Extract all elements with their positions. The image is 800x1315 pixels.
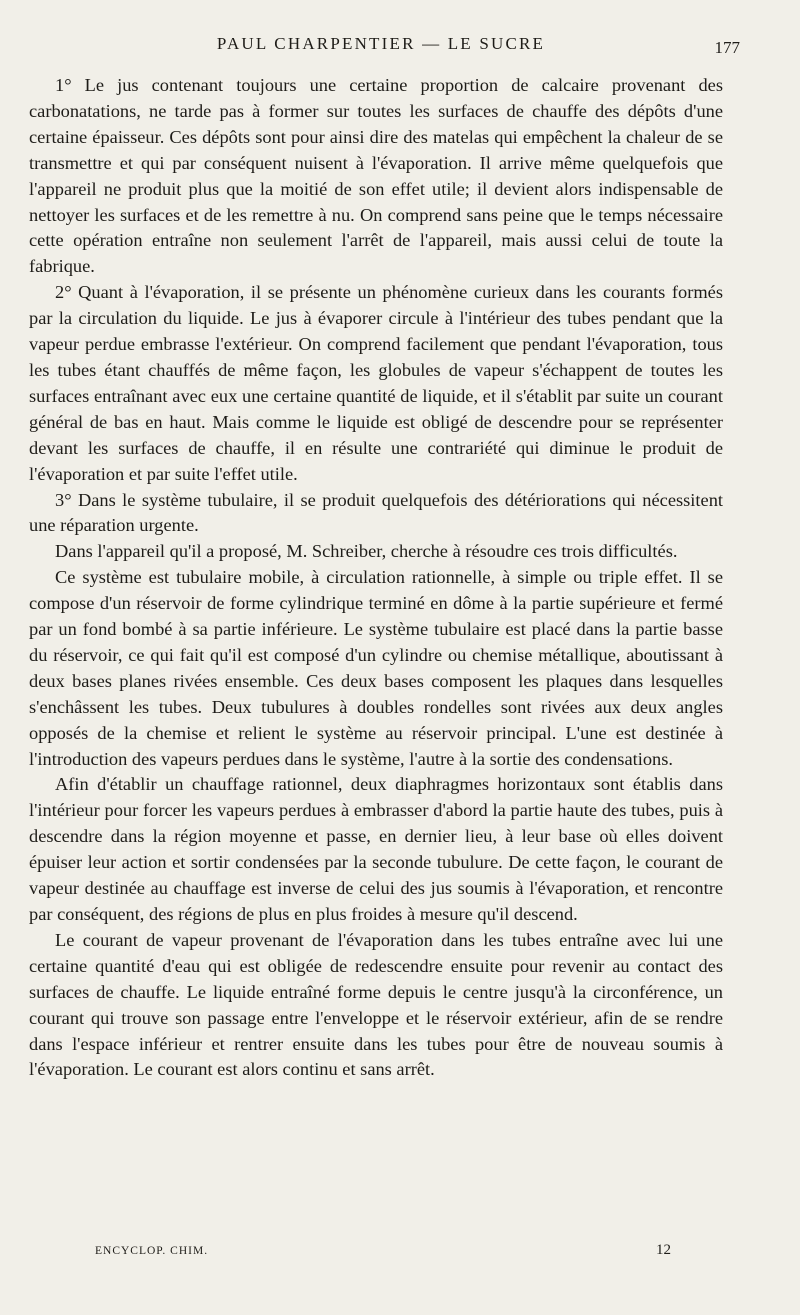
body-text [29,73,723,1083]
running-head: PAUL CHARPENTIER — LE SUCRE [216,34,546,53]
footer-signature-label: ENCYCLOP. CHIM. [95,1245,209,1257]
paragraph-6: Afin d'établir un chauffage rationnel, deux diaphragmes horizontaux sont établis dans l'intérieur pour forcer les vapeurs perdues à embrasser d'abord la partie haute des tubes, puis à descendre dans la région moyenne et passe, en dernier lieu, à leur base où elles doivent épuiser leur action et sortir condensées par la seconde tubulure. De cette façon, le courant de vapeur destinée au chauffage est inverse de celui des jus soumis à l'évaporation, et rencontre par conséquent, des régions de plus en plus froides à mesure qu'il descend. [29,774,723,924]
paragraph-4: Dans l'appareil qu'il a proposé, M. Schreiber, cherche à résoudre ces trois difficultés. [55,541,678,562]
paragraph-3: 3° Dans le système tubulaire, il se produit quelquefois des détériorations qui nécessitent une réparation urgente. [29,489,723,536]
page-header [26,34,740,58]
paragraph-2: 2° Quant à l'évaporation, il se présente un phénomène curieux dans les courants formés par la circulation du liquide. Le jus à évaporer circule à l'intérieur des tubes pendant que la vapeur perdue embrasse l'extérieur. On comprend facilement que pendant l'évaporation, tous les tubes étant chauffés de même façon, les globules de vapeur s'échappent de toutes les surfaces entraînant avec eux une certaine quantité de liquide, et il s'établit par suite un courant général de bas en haut. Mais comme le liquide est obligé de descendre pour se représenter devant les surfaces de chauffe, il en résulte une contrariété qui diminue le produit de l'évaporation et par suite l'effet utile. [29,282,723,484]
paragraph-1: 1° Le jus contenant toujours une certaine proportion de calcaire provenant des carbonatations, ne tarde pas à former sur toutes les surfaces de chauffe des dépôts d'une certaine épaisseur. Ces dépôts sont pour ainsi dire des matelas qui empêchent la chaleur de se transmettre et qui par conséquent nuisent à l'évaporation. Il arrive même quelquefois que l'appareil ne produit plus que la moitié de son effet utile; il devient alors indispensable de nettoyer les surfaces et de les remettre à nu. On comprend sans peine que le temps nécessaire cette opération entraîne non seulement l'arrêt de l'appareil, mais aussi celui de toute la fabrique. [29,75,723,277]
page-footer [95,1242,671,1262]
paragraph-5: Ce système est tubulaire mobile, à circulation rationnelle, à simple ou triple effet. Il se compose d'un réservoir de forme cylindrique terminé en dôme à la partie supérieure et fermé par un fond bombé à sa partie inférieure. Le système tubulaire est placé dans la partie basse du réservoir, ce qui fait qu'il est composé d'un cylindre ou chemise métallique, aboutissant à deux bases planes rivées ensemble. Ces deux bases composent les plaques dans lesquelles s'enchâssent les tubes. Deux tubulures à doubles rondelles sont rivées aux deux angles opposés de la chemise et relient le système au réservoir principal. L'une est destinée à l'introduction des vapeurs perdues dans le système, l'autre à la sortie des condensations. [29,567,723,769]
footer-signature-number: 12 [656,1242,671,1258]
page-number: 177 [714,38,740,57]
paragraph-7: Le courant de vapeur provenant de l'évaporation dans les tubes entraîne avec lui une certaine quantité d'eau qui est obligée de redescendre ensuite pour revenir au contact des surfaces de chauffe. Le liquide entraîné forme depuis le centre jusqu'à la circonférence, un courant qui trouve son passage entre l'enveloppe et le réservoir extérieur, afin de se rendre dans l'espace inférieur et rentrer ensuite dans les tubes pour être de nouveau soumis à l'évaporation. Le courant est alors continu et sans arrêt. [29,929,723,1080]
